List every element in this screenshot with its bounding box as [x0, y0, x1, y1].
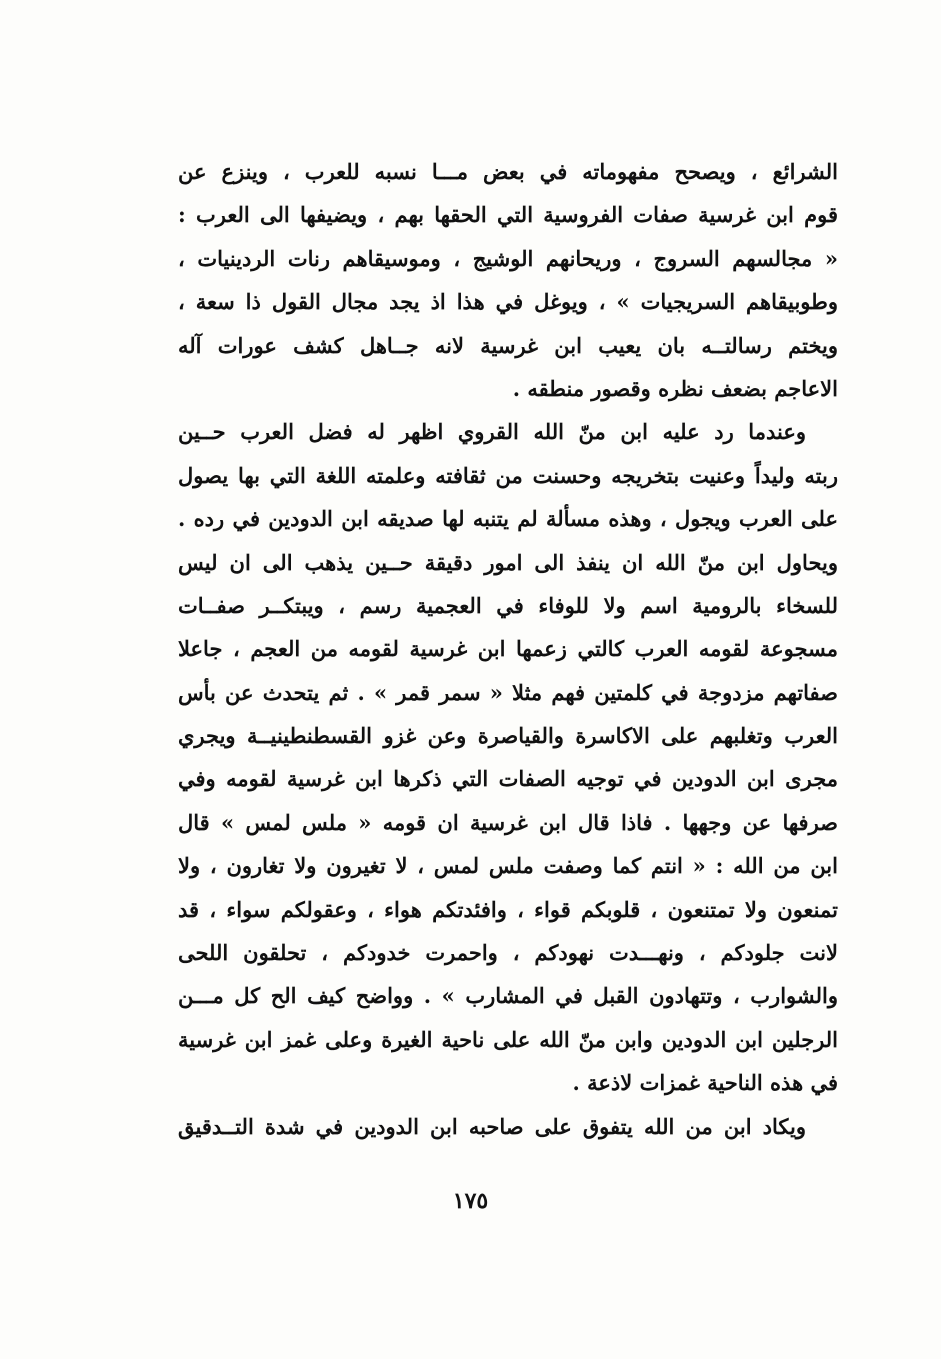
text-line: وعندما رد عليه ابن منّ الله القروي اظهر له فضل العرب حــين	[178, 419, 806, 445]
page-number: ١٧٥	[452, 1188, 489, 1214]
text-line: تمنعون ولا تمتنعون ، قلوبكم قواء ، وافئدتكم هواء ، وعقولكم سواء ، قد	[178, 896, 838, 922]
text-line: مسجوعة لقومه العرب كالتي زعمها ابن غرسية لقومه من العجم ، جاعلا	[178, 636, 838, 662]
text-line: « مجالسهم السروج ، وريحانهم الوشيج ، وموسيقاهم رنات الردينيات ،	[178, 245, 838, 271]
body-text	[178, 150, 838, 1148]
text-line: لانت جلودكم ، ونهـــدت نهودكم ، واحمرت خدودكم ، تحلقون اللحى	[178, 940, 838, 966]
text-line: والشوارب ، وتتهادون القبل في المشارب » . وواضح كيف الح كل مـــن	[178, 983, 838, 1009]
text-line: ويكاد ابن من الله يتفوق على صاحبه ابن الدودين في شدة التــدقيق	[178, 1113, 806, 1139]
text-line: ويختم رسالتــه بان يعيب ابن غرسية لانه جـ‍ـاهل كشف عورات آله	[178, 332, 838, 358]
text-line: ويحاول ابن منّ الله ان ينفذ الى امور دقيقة حــين يذهب الى ان ليس	[178, 549, 838, 575]
text-line: العرب وتغلبهم على الاكاسرة والقياصرة وعن غزو القسطنطينيــة ويجري	[178, 723, 838, 749]
text-line: وطوبيقاهم السريجيات » ، ويوغل في هذا اذ يجد مجال القول ذا سعة ،	[178, 289, 838, 315]
text-line: ابن من الله : « انتم كما وصفت ملس لمس ، لا تغيرون ولا تغارون ، ولا	[178, 853, 838, 879]
text-line: الاعاجم بضعف نظره وقصور منطقه .	[512, 375, 838, 401]
text-line: ربته وليداً وعنيت بتخريجه وحسنت من ثقافته وعلمته اللغة التي بها يصول	[178, 462, 838, 488]
text-line: للسخاء بالرومية اسم ولا للوفاء في العجمية رسم ، ويبتكــر صفــات	[178, 592, 838, 618]
text-line: في هذه الناحية غمزات لاذعة .	[572, 1070, 838, 1096]
text-line: صرفها عن وجهها . فاذا قال ابن غرسية ان قومه « ملس لمس » قال	[178, 809, 838, 835]
text-line: صفاتهم مزدوجة في كلمتين فهم مثلا « سمر قمر » . ثم يتحدث عن بأس	[178, 679, 838, 705]
text-line: قوم ابن غرسية صفات الفروسية التي الحقها بهم ، ويضيفها الى العرب :	[178, 202, 838, 228]
text-line: على العرب ويجول ، وهذه مسألة لم يتنبه لها صديقه ابن الدودين في رده .	[178, 506, 838, 532]
text-line: الرجلين ابن الدودين وابن منّ الله على ناحية الغيرة وعلى غمز ابن غرسية	[178, 1026, 838, 1052]
text-line: الشرائع ، ويصحح مفهوماته في بعض مـــا نسبه للعرب ، وينزع عن	[178, 159, 838, 184]
text-line: مجرى ابن الدودين في توجيه الصفات التي ذكرها ابن غرسية لقومه وفي	[178, 766, 838, 792]
